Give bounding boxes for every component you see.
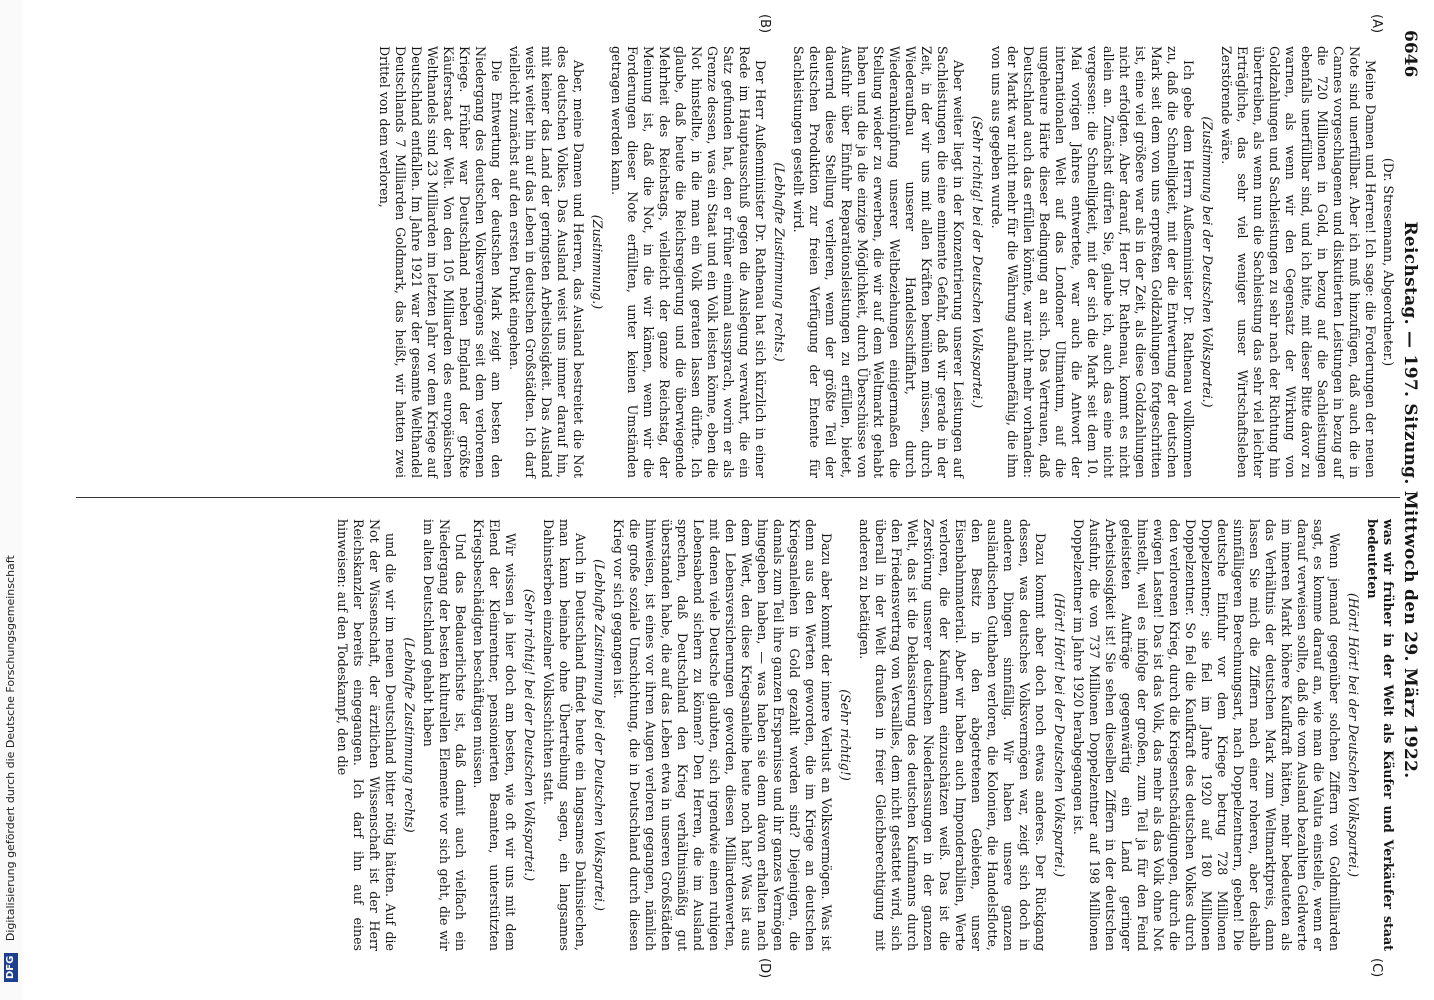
interjection: (Sehr richtig! bei der Deutschen Volkspartei.)	[522, 588, 537, 882]
paragraph: Aber weiter liegt in der Konzentrierung unserer Leistungen auf Sachleistungen die eine eminente Gefahr, daß wir gerade in der Zeit, in der wir uns mit allen Kräften bemühen müssen, durch Wiederaufbau unserer Handelsschiffahrt, durch Wiederanknüpfung unserer Weltbeziehungen einigermaßen die Stellung wieder zu erwerben, die wir auf dem Weltmarkt gehabt haben und die ja die einzige Möglichkeit, durch Überschüsse von Ausfuhr über Einfuhr Reparationsleistungen zu erfüllen, bietet, dauernd diese Stellung verlieren, wenn der größte Teil der deutschen Produktion zur freien Verfügung der Entente für Sachleistungen gestellt wird.	[791, 46, 966, 478]
digitization-credit-text: Digitalisierung gefördert durch die Deutsche Forschungsgemeinschaft	[4, 555, 17, 942]
margin-mark-b: (B)	[757, 14, 772, 34]
running-title: Reichstag. — 197. Sitzung. Mittwoch den 29. März 1922.	[1400, 221, 1420, 779]
paragraph: Dazu aber kommt der innere Verlust an Volksvermögen. Was ist denn aus den Werten geworden, die im Kriege an deutschen Kriegsanleihen in Gold gezahlt worden sind? Diejenigen, die damals zum Teil ihre ganzen Ersparnisse und ihr ganzes Vermögen hingegeben haben, — was haben sie denn davon erhalten nach dem Wert, den diese Kriegsanleihe heute noch hat? Was ist aus den Lebensversicherungen geworden, diesen Milliardenwerten, mit denen viele Deutsche glaubten, sich irgendwie einen ruhigen Lebensabend sichern zu können? Den Herren, die im Ausland sprechen, daß Deutschland den Krieg verhältnismäßig gut überstanden habe, die auf das Leben etwa in unseren Großstädten hinweisen, ist eines vor ihren Augen verloren gegangen, nämlich die große soziale Umschichtung, die in Deutschland durch diesen Krieg vor sich gegangen ist.	[611, 519, 834, 951]
paragraph: Ich gebe dem Herrn Außenminister Dr. Rathenau vollkommen zu, daß die Schnelligkeit, mit der die Entwertung der deutschen Mark seit dem von uns erpreßten Goldzahlungen fortgeschritten ist, eine viel größere war als in der Zeit, als diese Goldzahlungen nicht erfolgten. Aber darauf, Herr Dr. Rathenau, kommt es nicht allein an. Zunächst dürfen Sie, glaube ich, auch das eine nicht vergessen: die Schnelligkeit, mit der sich die Mark seit dem 10. Mai vorigen Jahres entwertete, war auch die Antwort der internationalen Welt auf das Londoner Ultimatum, auf die ungeheure Härte dieser Bedingung an sich. Das Vertrauen, daß Deutschland auch das erfüllen könnte, war nicht mehr vorhanden: der Markt war nicht mehr für die Währung aufnahmefähig, die ihm von uns aus gegeben wurde.	[989, 46, 1196, 478]
dfg-logo-icon: DFG	[4, 953, 18, 982]
right-column	[332, 519, 1396, 951]
rotated-page-content	[70, 0, 1434, 1000]
margin-mark-a: (A)	[1369, 14, 1384, 34]
page-header	[1396, 30, 1426, 970]
paragraph: Die Entwertung der deutschen Mark zeigt am besten den Niedergang des deutschen Volksvermögens seit dem verlorenen Kriege. Früher war Deutschland neben England der größte Käuferstaat der Welt. Von den 105 Milliarden des europäischen Welthandels sind 23 Milliarden im letzten Jahr vor dem Kriege auf Deutschland entfallen. Im Jahre 1921 war der gesamte Welthandel Deutschlands 7 Milliarden Goldmark, das heißt, wir hatten zwei Drittel von dem verloren,	[377, 46, 504, 478]
digitization-credit	[0, 0, 22, 992]
paragraph: Der Herr Außenminister Dr. Rathenau hat sich kürzlich in einer Rede im Hauptausschuß gegen die Auslegung verwahrt, die ein Satz gefunden hat, den er früher einmal aussprach, worin er als Grenze dessen, was ein Staat und ein Volk leisten könne, eben die Not hinstellte, in die man ein Volk geraten lassen dürfte. Ich glaube, daß heute die Reichsregierung und die überwiegende Mehrheit des Reichstags, vielleicht der ganze Reichstag, der Meinung ist, daß die Not, in die wir kämen, wenn wir die Forderungen dieser Note erfüllten, unter keinen Umständen getragen werden kann.	[609, 46, 768, 478]
margin-mark-c: (C)	[1369, 958, 1384, 978]
paragraph: Aber, meine Damen und Herren, das Ausland bestreitet die Not des deutschen Volkes. Das Ausland weist uns immer darauf hin, mit keiner das Land der geringsten Arbeitslosigkeit. Das Ausland weist weiter hin auf das Leben in deutschen Großstädten. Ich darf vielleicht zunächst auf den ersten Punkt eingehen.	[507, 46, 586, 478]
interjection: (Hört! Hört! bei der Deutschen Volkspartei.)	[1346, 592, 1361, 878]
scanned-page	[70, 0, 1434, 1000]
paragraph: Meine Damen und Herren! Ich sage: die Forderungen der neuen Note sind unerfüllbar. Aber ich muß hinzufügen, daß auch die in Cannes vorgeschlagenen und diskutierten Leistungen in bezug auf die 720 Millionen in Gold, in bezug auf die Sachleistungen ebenfalls unerfüllbar sind, und ich bitte, mit dieser Bitte davor zu warnen, als wenn wir den Gegensatz der Wirkung von Goldzahlungen und Sachleistungen zu sehr nach der Richtung hin übertreiben, als wenn nun die Sachleistung das sehr viel leichter Erträgliche, das sehr viel weniger unser Wirtschaftsleben Zerstörende wäre.	[1219, 46, 1378, 478]
paragraph: Auch in Deutschland findet heute ein langsames Dahinsiechen, man kann beinahe ohne Übertreibung sagen, ein langsames Dahinsterben einzelner Volksschichten statt.	[541, 519, 588, 951]
margin-mark-d: (D)	[757, 958, 772, 979]
paragraph: was wir früher in der Welt als Käufer und Verkäufer staat bedeuteten	[1365, 519, 1396, 951]
interjection: (Sehr richtig!)	[838, 689, 853, 781]
digitization-credit-strip	[0, 0, 22, 1000]
interjection: (Lebhafte Zustimmung bei der Deutschen Volkspartei.)	[592, 559, 607, 911]
paragraph: Wir wissen ja hier doch am besten, wie oft wir uns mit dem Elend der Kleinrentner, pensionierten Beamten, unterstützten Kriegsbeschädigten beschäftigen müssen.	[471, 519, 518, 951]
paragraph: und die wir im neuen Deutschland bitter nötig hätten. Auf die Not der Wissenschaft, der ärztlichen Wissenschaft ist der Herr Reichskanzler bereits eingegangen. Ich darf ihn auf eines hinweisen: auf den Todeskampf, den die	[335, 519, 398, 951]
speaker-line: (Dr. Stresemann, Abgeordneter.)	[1381, 157, 1396, 367]
interjection: (Lebhafte Zustimmung rechts.)	[772, 162, 787, 362]
paragraph: Wenn jemand gegenüber solchen Ziffern von Goldmilliarden sagt, es komme darauf an, wie man die Valuta einstelle, wenn er darauf verweisen sollte, daß die vom Ausland bezahlten Geldwerte im inneren Markt höhere Kaufkraft hätten, mehr bedeuteten als das Verhältnis der deutschen Mark zum Weltmarktpreis, dann lassen Sie mich die Ziffern nach einer roheren, aber deshalb sinnfälligeren Berechnungsart, nach Doppelzentnern, geben! Die deutsche Einfuhr vor dem Kriege betrug 728 Millionen Doppelzentner; sie fiel im Jahre 1920 auf 180 Millionen Doppelzentner. So fiel die Kaufkraft des deutschen Volkes durch den verlorenen Krieg, durch die Kriegsentschädigungen, durch die ewigen Lasten! Das ist das Volk, das mehr als das Volk ohne Not hinstellt, weil es infolge der großen, zum Teil ja für den Feind geleisteten Aufträge gegenwärtig ein Land geringer Arbeitslosigkeit ist! Sie sehen dieselben Ziffern in der deutschen Ausfuhr, die von 737 Millionen Doppelzentner auf 198 Millionen Doppelzentner im Jahre 1920 herabgegangen ist.	[1071, 519, 1342, 951]
interjection: (Lebhafte Zustimmung rechts)	[402, 637, 417, 833]
left-column	[374, 46, 1396, 478]
interjection: (Zustimmung bei der Deutschen Volkspartei.)	[1200, 116, 1215, 408]
paragraph: Dazu kommt aber doch noch etwas anderes. Der Rückgang dessen, was deutsches Volksvermögen war, zeigt sich doch in anderen Dingen sinnfällig. Wir haben unsere ganzen ausländischen Guthaben verloren, die Kolonien, die Handelsflotte, den Besitz in den abgetretenen Gebieten, unser Eisenbahnmaterial. Aber wir haben auch Imponderabilien, Werte verloren, die der Kaufmann einzuschätzen weiß. Das ist die Zerstörung unserer deutschen Niederlassungen in der ganzen Welt, das ist die Deklassierung des deutschen Kaufmanns durch den Friedensvertrag von Versailles, dem nicht gestattet wird, sich überall in der Welt draußen in freier Gleichberechtigung mit anderen zu betätigen.	[857, 519, 1048, 951]
column-divider	[76, 497, 1400, 498]
interjection: (Hört! Hört! bei der Deutschen Volkspartei.)	[1052, 592, 1067, 878]
page-number: 6646	[1400, 30, 1420, 78]
interjection: (Sehr richtig! bei der Deutschen Volkspartei.)	[970, 115, 985, 409]
interjection: (Zustimmung.)	[590, 214, 605, 310]
paragraph: Und das Bedauerlichste ist, daß damit auch vielfach ein Niedergang der besten kulturellen Elemente vor sich geht, die wir im alten Deutschland gehabt haben	[421, 519, 468, 951]
